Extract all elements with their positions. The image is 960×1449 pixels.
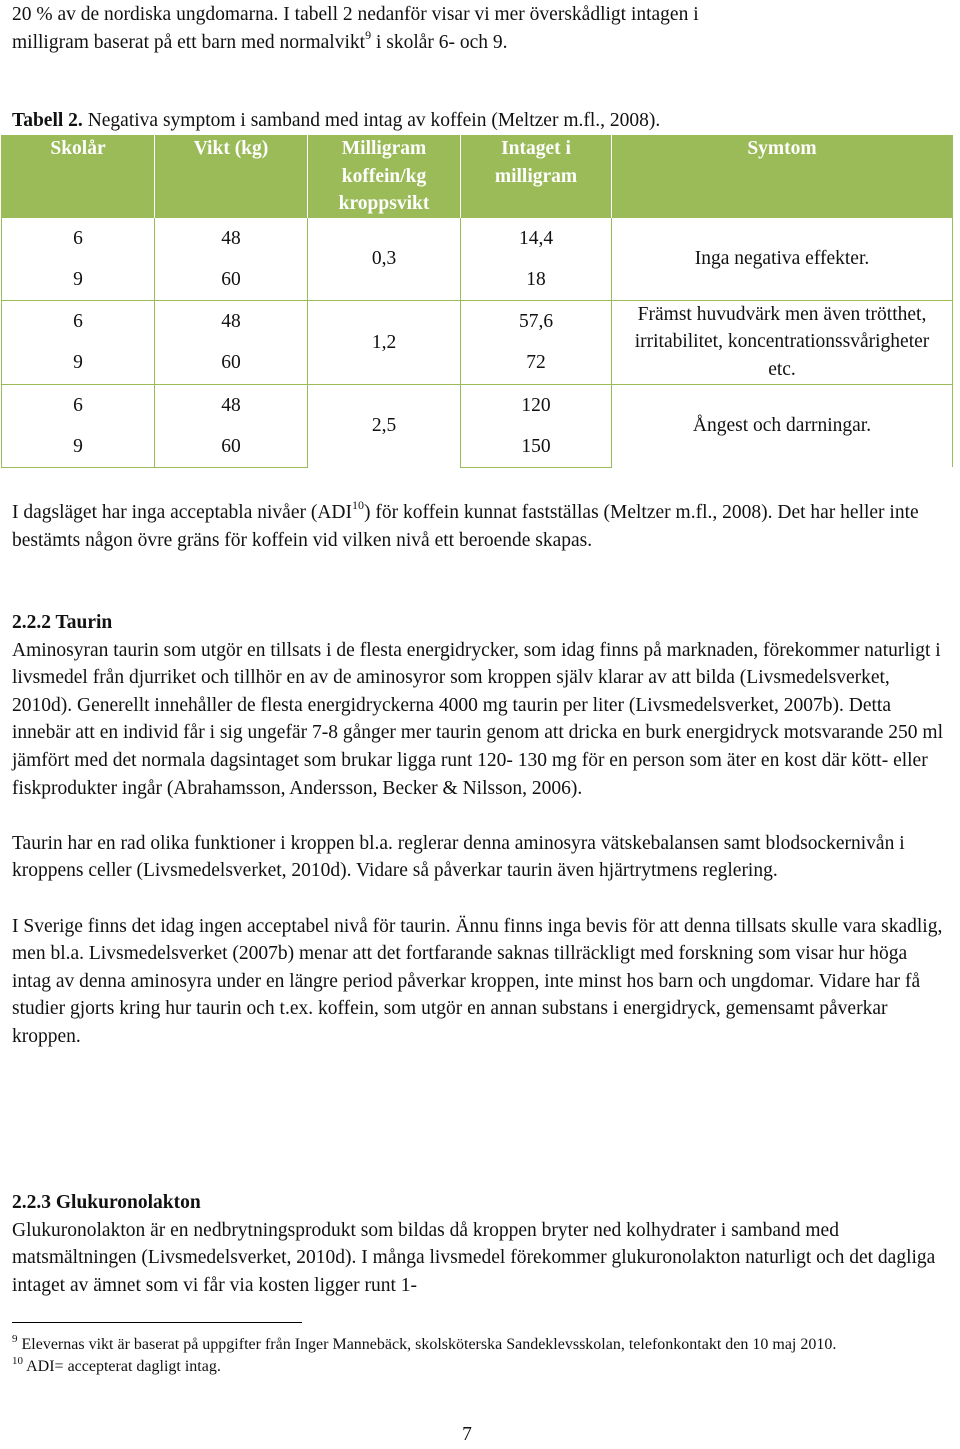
header-weight: Vikt (kg) xyxy=(155,135,308,218)
cell-grade: 9 xyxy=(2,426,155,468)
footnote-ref-10: 10 xyxy=(352,498,364,512)
cell-grade: 6 xyxy=(2,384,155,426)
header-grade: Skolår xyxy=(2,135,155,218)
cell-weight: 48 xyxy=(155,218,308,259)
body-paragraph: I Sverige finns det idag ingen acceptabel nivå för taurin. Ännu finns inga bevis för att denna tillsats skulle vara skadlig, men bl.a. Livsmedelsverket (2007b) menar att det fortfarande saknas tillräckligt med forskning som visar hur höga intag av denna aminosyra under en längre period påverkar kroppen, inte minst hos barn och ungdomar. Vidare har få studier gjorts kring hur taurin och t.ex. koffein, som utgör en annan substans i energidryck, gemensamt påverkar kroppen. xyxy=(12,915,943,1047)
body-paragraph: Aminosyran taurin som utgör en tillsats i de flesta energidrycker, som idag finns på marknaden, förekommer naturligt i livsmedel från djurriket och tillhör en av de aminosyror som kroppen själv klarar av att bilda (Livsmedelsverket, 2010d). Generellt innehåller de flesta energidryckerna 4000 mg taurin per liter (Livsmedelsverket, 2007b). Detta innebär att en individ får i sig ungefär 7-8 gånger mer taurin genom att dricka en burk energidryck motsvarande 250 ml jämfört med det normala dagsintaget som brukar ligga runt 120- 130 mg för en person som äter en kost där kött- eller fiskprodukter ingår (Abrahamsson, Andersson, Becker & Nilsson, 2006). xyxy=(12,639,944,799)
cell-mg-per-kg: 0,3 xyxy=(308,218,461,301)
table-caption xyxy=(12,107,947,135)
table-caption-label: Tabell 2. xyxy=(12,110,83,131)
intro-line-2-end: i skolår 6- och 9. xyxy=(371,31,508,53)
body-paragraph: Glukuronolakton är en nedbrytningsprodukt som bildas då kroppen bryter ned kolhydrater i samband med matsmältningen (Livsmedelsverket, 2010d). I många livsmedel förekommer glukuronolakton naturligt och det dagliga intaget av ämnet som vi får via kosten ligger runt 1- xyxy=(12,1219,936,1296)
section-heading: 2.2.2 Taurin xyxy=(12,612,113,633)
footnote: $^9$ Elevernas vikt är baserat på uppgifter från Inger Mannebäck, skolsköterska Sandeklevsskolan, telefonkontakt den 10 maj 2010. xyxy=(12,1333,837,1353)
cell-intake: 57,6 xyxy=(461,300,612,342)
intro-paragraph xyxy=(12,1,947,56)
table-row xyxy=(2,300,953,342)
section-heading: 2.2.3 Glukuronolakton xyxy=(12,1192,201,1213)
caffeine-symptom-table xyxy=(1,135,953,468)
cell-weight: 60 xyxy=(155,426,308,468)
cell-grade: 6 xyxy=(2,218,155,259)
cell-weight: 60 xyxy=(155,342,308,384)
header-intake: Intaget i milligram xyxy=(461,135,612,218)
table-caption-text: Negativa symptom i samband med intag av koffein (Meltzer m.fl., 2008). xyxy=(82,110,661,131)
taurin-section xyxy=(12,609,947,1051)
header-mg-per-kg: Milligram koffein/kg kroppsvikt xyxy=(308,135,461,218)
cell-intake: 14,4 xyxy=(461,218,612,259)
body-paragraph: Taurin har en rad olika funktioner i kroppen bl.a. reglerar denna aminosyra vätskebalansen samt blodsockernivån i kroppens celler (Livsmedelsverket, 2010d). Vidare så påverkar taurin även hjärtrytmens reglering. xyxy=(12,832,905,882)
intro-line-2: milligram baserat på ett barn med normalvikt xyxy=(12,31,366,53)
glukuronolakton-section xyxy=(12,1189,947,1299)
header-symptom: Symtom xyxy=(612,135,953,218)
footnote-ref-9: 9 xyxy=(365,27,372,42)
cell-intake: 72 xyxy=(461,342,612,384)
adi-paragraph: I dagsläget har inga acceptabla nivåer (ADI$^{10}$) för koffein kunnat fastställas (Meltzer m.fl., 2008). Det har heller inte bestämts någon övre gräns för koffein vid vilken nivå ett beroende skapas. xyxy=(12,498,919,551)
page-number: 7 xyxy=(462,1424,472,1445)
footnote-divider xyxy=(12,1322,302,1323)
cell-weight: 48 xyxy=(155,384,308,426)
cell-symptom: Inga negativa effekter. xyxy=(612,218,953,301)
footnotes xyxy=(12,1334,947,1378)
table-row xyxy=(2,218,953,259)
cell-symptom: Ångest och darrningar. xyxy=(612,384,953,467)
cell-symptom: Främst huvudvärk men även trötthet, irritabilitet, koncentrationssvårigheter etc. xyxy=(612,300,953,384)
cell-intake: 150 xyxy=(461,426,612,468)
cell-weight: 48 xyxy=(155,300,308,342)
cell-weight: 60 xyxy=(155,259,308,301)
intro-line-1: 20 % av de nordiska ungdomarna. I tabell 2 nedanför visar vi mer överskådligt intagen i xyxy=(12,4,699,25)
cell-grade: 9 xyxy=(2,259,155,301)
cell-grade: 9 xyxy=(2,342,155,384)
table-row xyxy=(2,384,953,426)
cell-mg-per-kg: 2,5 xyxy=(308,384,461,467)
cell-intake: 120 xyxy=(461,384,612,426)
cell-mg-per-kg: 1,2 xyxy=(308,300,461,384)
footnote: $^{10}$ ADI= accepterat dagligt intag. xyxy=(12,1355,221,1375)
cell-intake: 18 xyxy=(461,259,612,301)
cell-grade: 6 xyxy=(2,300,155,342)
